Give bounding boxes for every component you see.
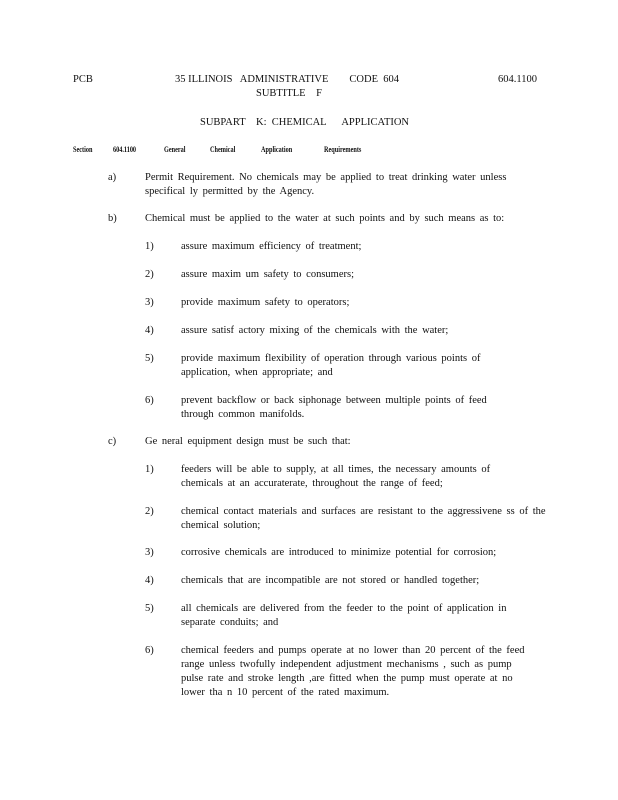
header-agency: PCB (73, 74, 93, 85)
subitem-marker: 2) (145, 269, 154, 280)
item-marker: b) (108, 213, 117, 224)
subitem-marker: 4) (145, 575, 154, 586)
subitem-marker: 5) (145, 353, 154, 364)
subitem-marker: 5) (145, 603, 154, 614)
subitem-b6-text: prevent backflow or back siphonage between multiple points of feed through common manifolds. (181, 395, 487, 420)
section-heading-word: Requirements (324, 145, 362, 154)
subpart-title: SUBPART K: CHEMICAL APPLICATION (200, 117, 410, 128)
subitem-c6-text: chemical feeders and pumps operate at no lower than 20 percent of the feed range unless twofully independent adjustment mechanisms , such as pump pulse rate and stroke length ,are fitted when the pump must operate at no lower tha n 10 percent of the rated maximum. (181, 645, 525, 698)
section-heading-word: Chemical (210, 145, 236, 154)
header-code-title: 35 ILLINOIS ADMINISTRATIVE CODE 604 (175, 74, 399, 85)
subitem-marker: 4) (145, 325, 154, 336)
subitem-b5-text: provide maximum flexibility of operation through various points of application, when appropriate; and (181, 353, 481, 378)
subitem-marker: 3) (145, 547, 154, 558)
subitem-marker: 6) (145, 395, 154, 406)
subitem-b2-text: assure maxim um safety to consumers; (181, 269, 355, 280)
subitem-b4-text: assure satisf actory mixing of the chemicals with the water; (181, 325, 449, 336)
subitem-marker: 2) (145, 506, 154, 517)
item-c-text: Ge neral equipment design must be such that: (145, 436, 351, 447)
section-label: Section (73, 145, 93, 154)
subitem-marker: 6) (145, 645, 154, 656)
subitem-c3-text: corrosive chemicals are introduced to minimize potential for corrosion; (181, 547, 497, 558)
section-heading-word: Application (261, 145, 293, 154)
subitem-b1-text: assure maximum efficiency of treatment; (181, 241, 362, 252)
subitem-c4-text: chemicals that are incompatible are not stored or handled together; (181, 575, 480, 586)
item-marker: a) (108, 172, 117, 183)
section-number: 604.1100 (113, 145, 137, 154)
subitem-c1-text: feeders will be able to supply, at all times, the necessary amounts of chemicals at an accuraterate, throughout the range of feed; (181, 464, 491, 489)
subitem-marker: 1) (145, 241, 154, 252)
subitem-marker: 1) (145, 464, 154, 475)
subitem-c5-text: all chemicals are delivered from the feeder to the point of application in separate conduits; and (181, 603, 507, 628)
subitem-c2-text: chemical contact materials and surfaces are resistant to the aggressivene ss of the chemical solution; (181, 506, 546, 531)
item-marker: c) (108, 436, 117, 447)
header-subtitle: SUBTITLE F (256, 88, 322, 99)
item-b-text: Chemical must be applied to the water at such points and by such means as to: (145, 213, 505, 224)
section-heading-word: General (164, 145, 186, 154)
header-section-number: 604.1100 (498, 74, 537, 85)
subitem-b3-text: provide maximum safety to operators; (181, 297, 350, 308)
subitem-marker: 3) (145, 297, 154, 308)
item-a-text: Permit Requirement. No chemicals may be applied to treat drinking water unless specifical ly permitted by the Agency. (145, 172, 507, 197)
